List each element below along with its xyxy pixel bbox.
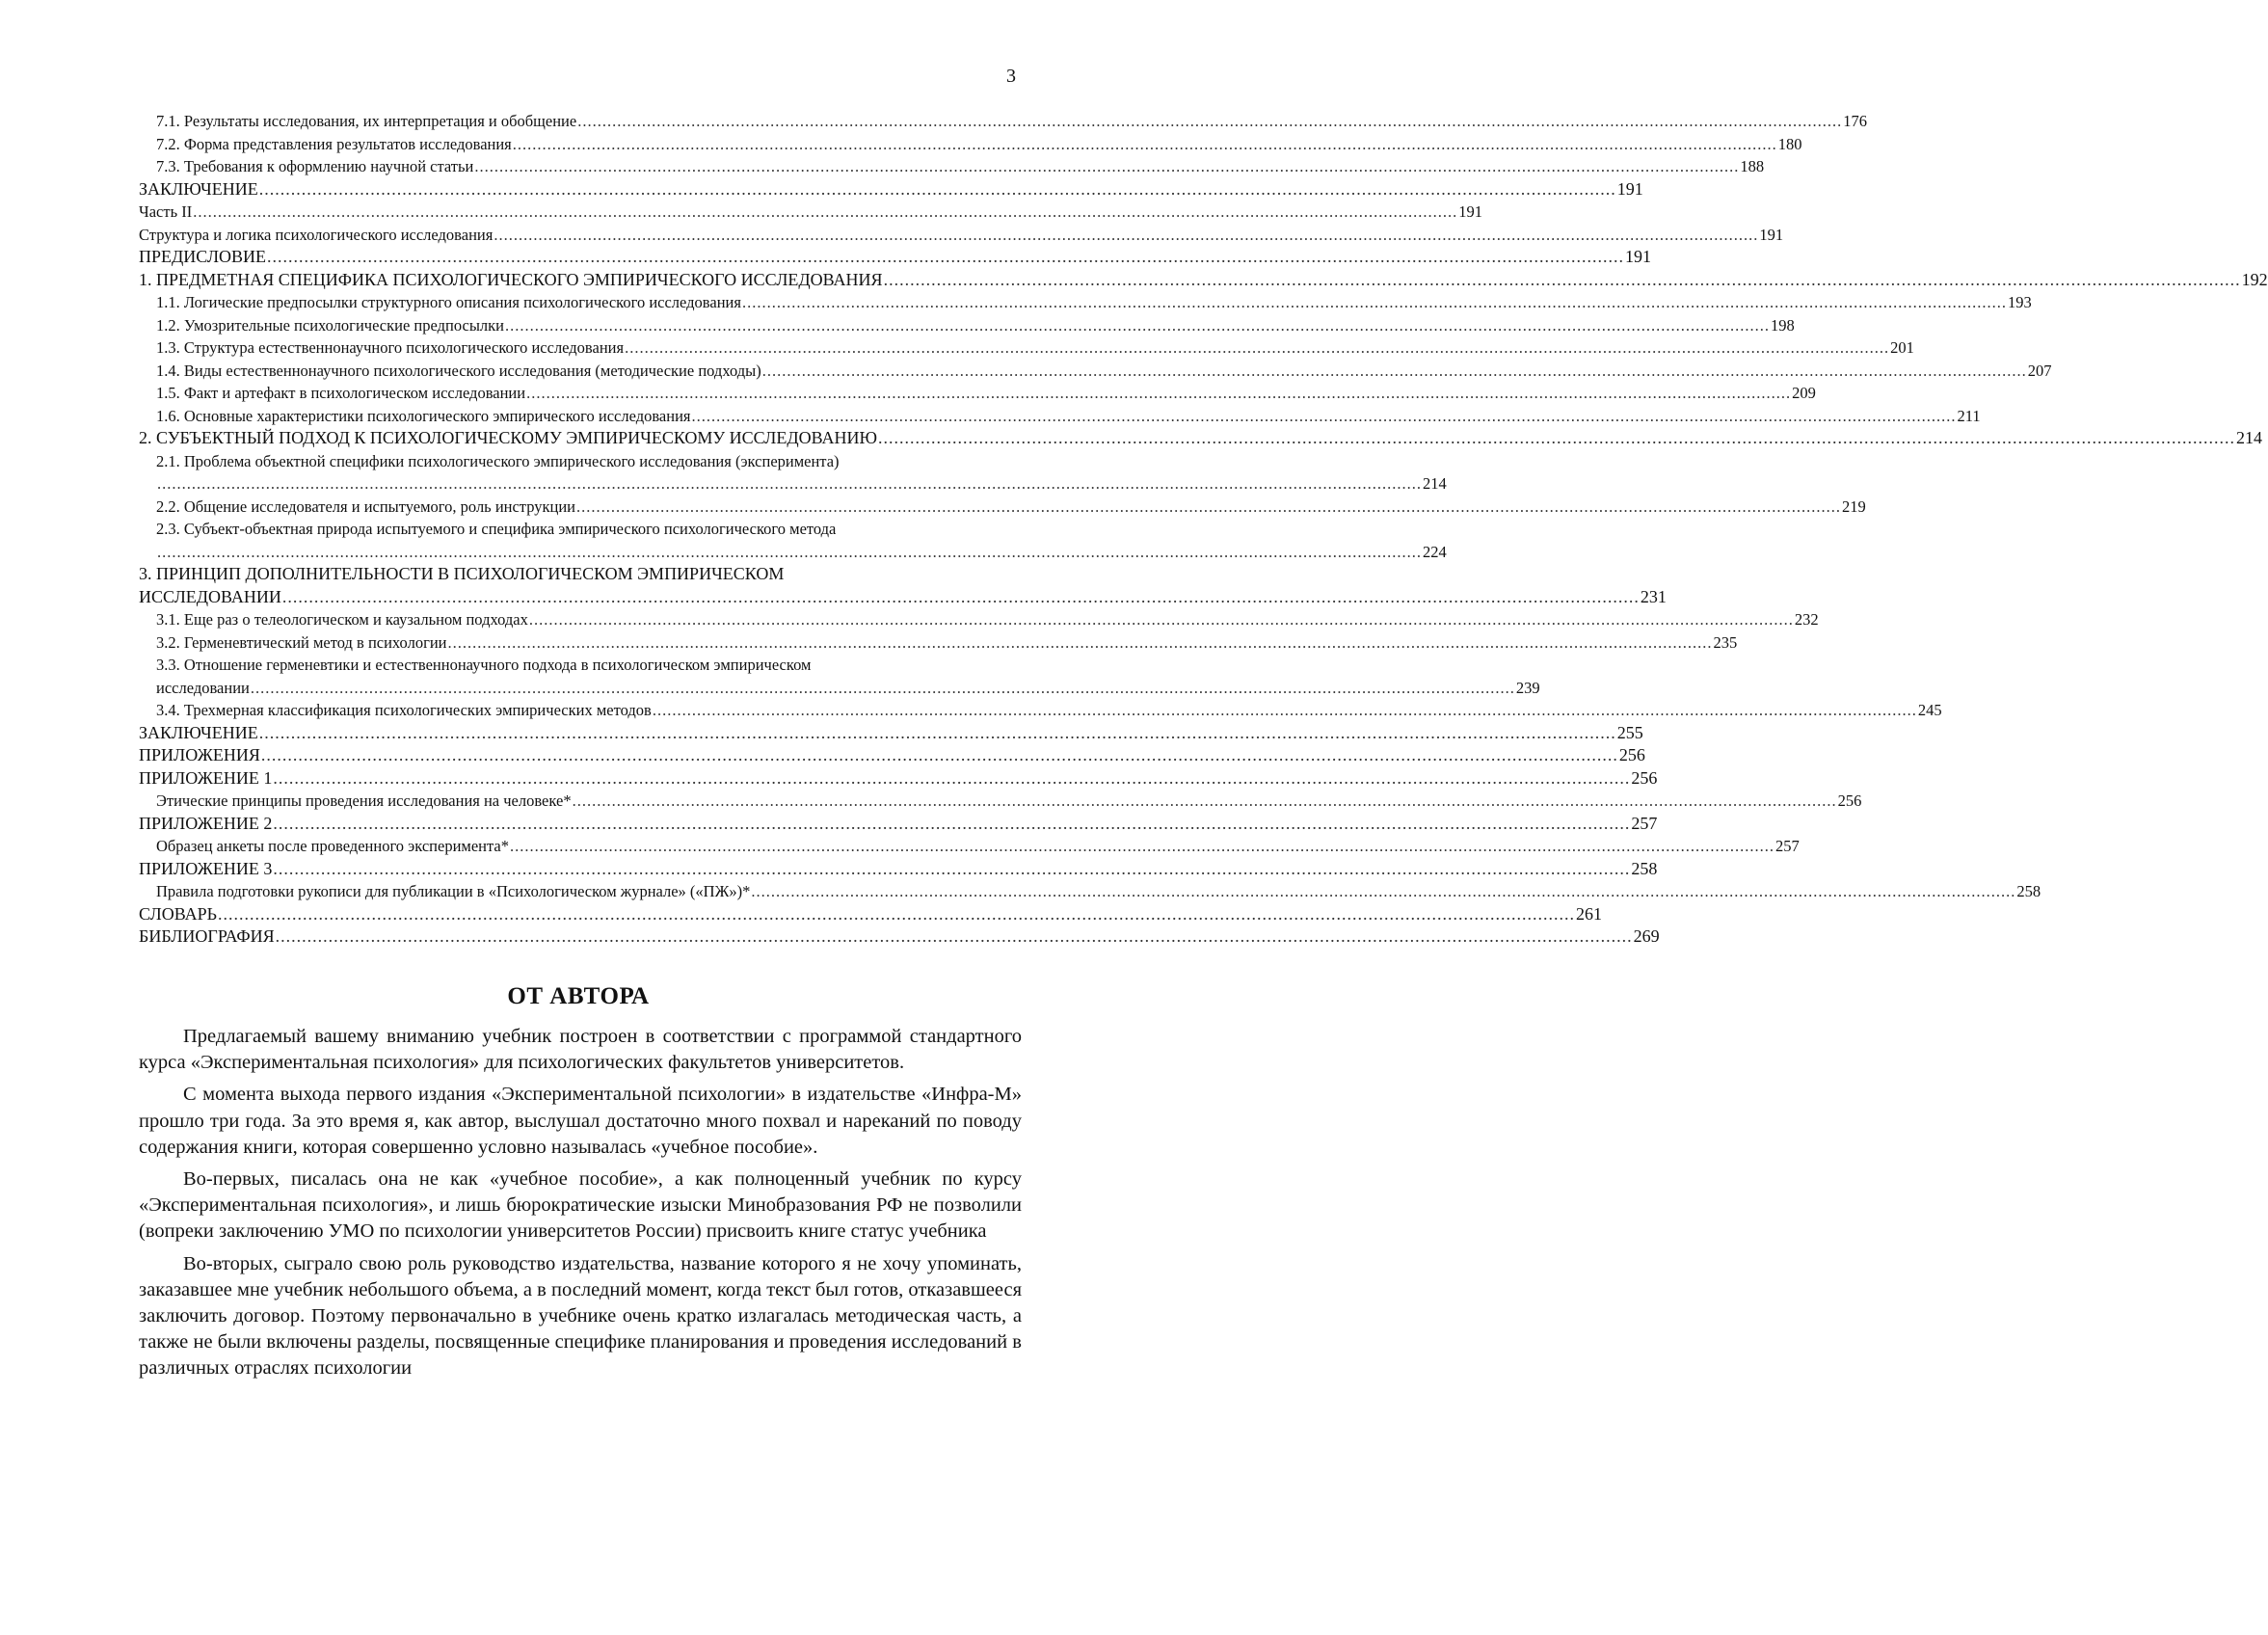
toc-entry	[139, 224, 1784, 247]
toc-dot-leader	[742, 291, 2007, 314]
toc-entry-title: ЗАКЛЮЧЕНИЕ	[139, 722, 258, 742]
toc-entry	[139, 541, 1447, 564]
toc-entry-title: 1.1. Логические предпосылки структурного описания психологического исследования	[156, 293, 741, 311]
toc-dot-leader	[193, 201, 1457, 224]
toc-dot-leader	[878, 427, 2235, 450]
toc-entry-title: 7.1. Результаты исследования, их интерпретация и обобщение	[156, 112, 577, 130]
toc-entry-page: 261	[1575, 903, 1602, 924]
toc-entry-title: 2.3. Субъект-объектная природа испытуемого и специфика эмпирического психологического метода	[156, 520, 837, 538]
toc-entry-page: 214	[2236, 428, 2263, 447]
toc-dot-leader	[884, 269, 2241, 292]
toc-entry	[139, 925, 1660, 949]
toc-entry-page: 180	[1777, 134, 1802, 153]
toc-dot-leader	[751, 880, 2015, 903]
toc-entry	[139, 155, 1765, 178]
toc-entry-title: ИССЛЕДОВАНИИ	[139, 586, 281, 606]
toc-entry-page: 192	[2241, 269, 2268, 289]
toc-entry	[139, 518, 1022, 541]
toc-dot-leader	[762, 360, 2027, 383]
toc-entry-title: 3. ПРИНЦИП ДОПОЛНИТЕЛЬНОСТИ В ПСИХОЛОГИЧЕСКОМ ЭМПИРИЧЕСКОМ	[139, 564, 785, 583]
toc-entry-title: 1.3. Структура естественнонаучного психологического исследования	[156, 338, 625, 357]
toc-entry-page: 258	[1631, 858, 1658, 878]
toc-dot-leader	[273, 858, 1630, 881]
toc-entry-title: 2. СУБЪЕКТНЫЙ ПОДХОД К ПСИХОЛОГИЧЕСКОМУ ЭМПИРИЧЕСКОМУ ИССЛЕДОВАНИЮ	[139, 428, 878, 447]
toc-entry	[139, 405, 1981, 428]
toc-dot-leader	[273, 767, 1630, 791]
toc-dot-leader	[261, 744, 1618, 767]
toc-entry-title: 3.1. Еще раз о телеологическом и каузальном подходах	[156, 610, 528, 629]
body-paragraph: С момента выхода первого издания «Экспериментальной психологии» в издательстве «Инфра-М» прошло три года. За это время я, как автор, выслушал достаточно много похвал и нареканий по поводу содержания книги, которая совершенно условно называлась «учебное пособие».	[139, 1084, 1022, 1158]
toc-entry	[139, 133, 1802, 156]
toc-entry	[139, 336, 1914, 360]
toc-entry-title: 2.1. Проблема объектной специфики психологического эмпирического исследования (эксперимента)	[156, 451, 840, 470]
toc-dot-leader	[513, 133, 1777, 156]
toc-dot-leader	[692, 405, 1957, 428]
toc-entry	[139, 858, 1658, 881]
toc-entry-page: 201	[1890, 338, 1914, 357]
toc-entry-title: ПРИЛОЖЕНИЕ 3	[139, 858, 273, 878]
toc-entry-page: 235	[1713, 632, 1738, 652]
toc-entry-page: 193	[2007, 293, 2032, 311]
toc-entry-page: 207	[2027, 361, 2052, 380]
toc-entry-page: 191	[1625, 247, 1652, 266]
toc-entry-page: 256	[1631, 767, 1658, 788]
toc-dot-leader	[157, 472, 1422, 496]
toc-entry-page: 224	[1423, 542, 1447, 561]
toc-entry-page: 209	[1792, 384, 1816, 402]
toc-entry-title: 3.2. Герменевтический метод в психологии	[156, 632, 447, 652]
toc-entry-title: 1.6. Основные характеристики психологического эмпирического исследования	[156, 406, 691, 425]
toc-dot-leader	[573, 790, 1837, 813]
toc-entry	[139, 744, 1645, 767]
toc-dot-leader	[494, 224, 1758, 247]
toc-entry-title: ЗАКЛЮЧЕНИЕ	[139, 178, 258, 199]
toc-entry	[139, 201, 1482, 224]
toc-entry-page: 191	[1616, 178, 1643, 199]
toc-dot-leader	[653, 699, 1917, 722]
toc-entry-title: Правила подготовки рукописи для публикации в «Психологическом журнале» («ПЖ»)*	[156, 882, 751, 900]
toc-entry-title: Образец анкеты после проведенного эксперимента*	[156, 837, 509, 855]
toc-entry	[139, 246, 1652, 269]
toc-entry	[139, 790, 1862, 813]
toc-dot-leader	[276, 925, 1633, 949]
toc-entry	[139, 699, 1942, 722]
toc-dot-leader	[157, 541, 1422, 564]
toc-entry-page: 255	[1616, 722, 1643, 742]
toc-entry-title: 3.4. Трехмерная классификация психологических эмпирических методов	[156, 701, 652, 719]
toc-entry	[139, 880, 2041, 903]
page-number: 3	[1006, 66, 1016, 87]
toc-entry-title: Структура и логика психологического исследования	[139, 225, 494, 244]
toc-entry-page: 232	[1794, 610, 1819, 629]
toc-entry-title: Этические принципы проведения исследования на человеке*	[156, 791, 572, 810]
toc-dot-leader	[625, 336, 1889, 360]
toc-dot-leader	[251, 677, 1515, 700]
toc-entry-title: 7.2. Форма представления результатов исследования	[156, 134, 512, 153]
toc-entry-page: 256	[1618, 745, 1645, 764]
toc-dot-leader	[267, 246, 1624, 269]
toc-dot-leader	[474, 155, 1739, 178]
toc-entry-title: 3.3. Отношение герменевтики и естественнонаучного подхода в психологическом эмпирическом	[156, 656, 812, 674]
table-of-contents	[139, 110, 2268, 949]
toc-entry-title: 2.2. Общение исследователя и испытуемого, роль инструкции	[156, 496, 576, 516]
toc-dot-leader	[218, 903, 1575, 926]
toc-entry	[139, 360, 2052, 383]
toc-entry	[139, 654, 1022, 677]
toc-entry-page: 188	[1740, 157, 1765, 175]
toc-entry-page: 258	[2016, 882, 2041, 900]
toc-entry-title: Часть II	[139, 202, 193, 221]
section-body	[139, 1024, 1022, 1388]
toc-entry-title: 1.4. Виды естественнонаучного психологического исследования (методические подходы)	[156, 361, 761, 380]
toc-entry-page: 257	[1775, 837, 1800, 855]
toc-entry-page: 214	[1423, 474, 1447, 493]
toc-entry	[139, 903, 1602, 926]
toc-entry	[139, 382, 1816, 405]
toc-entry-page: 198	[1771, 315, 1795, 335]
toc-entry	[139, 314, 1795, 337]
toc-entry-title: 7.3. Требования к оформлению научной статьи	[156, 157, 474, 175]
toc-entry-page: 219	[1842, 496, 1866, 516]
toc-entry	[139, 767, 1658, 791]
toc-dot-leader	[448, 631, 1713, 655]
body-paragraph: Предлагаемый вашему вниманию учебник построен в соответствии с программой стандартного курса «Экспериментальная психология» для психологических факультетов университетов.	[139, 1026, 1022, 1074]
toc-dot-leader	[259, 178, 1616, 201]
toc-entry	[139, 269, 2268, 292]
toc-entry-page: 191	[1458, 202, 1482, 221]
toc-entry	[139, 631, 1738, 655]
toc-entry-page: 231	[1640, 586, 1667, 606]
toc-entry-title: ПРИЛОЖЕНИЕ 2	[139, 813, 273, 833]
toc-dot-leader	[259, 722, 1616, 745]
toc-entry-page: 245	[1917, 701, 1942, 719]
toc-entry	[139, 110, 1867, 133]
toc-entry	[139, 813, 1658, 836]
toc-entry	[139, 291, 2032, 314]
section-title: ОТ АВТОРА	[507, 983, 650, 1009]
toc-entry	[139, 608, 1819, 631]
toc-entry	[139, 586, 1667, 609]
toc-entry	[139, 427, 2263, 450]
toc-entry-title: ПРИЛОЖЕНИЕ 1	[139, 767, 273, 788]
toc-entry-page: 211	[1957, 406, 1981, 425]
toc-dot-leader	[576, 496, 1841, 519]
toc-entry-page: 239	[1515, 678, 1540, 697]
toc-entry-page: 191	[1759, 225, 1784, 244]
toc-dot-leader	[282, 586, 1640, 609]
toc-entry-title: 1.2. Умозрительные психологические предпосылки	[156, 315, 504, 335]
toc-entry	[139, 563, 1022, 586]
toc-entry-title: ПРИЛОЖЕНИЯ	[139, 745, 260, 764]
toc-entry	[139, 496, 1866, 519]
toc-entry	[139, 722, 1643, 745]
toc-entry	[139, 835, 1800, 858]
toc-entry-page: 256	[1837, 791, 1862, 810]
toc-entry	[139, 450, 1022, 473]
toc-entry-page: 269	[1633, 926, 1660, 946]
toc-entry-title: БИБЛИОГРАФИЯ	[139, 926, 275, 946]
toc-dot-leader	[529, 608, 1794, 631]
toc-entry	[139, 178, 1643, 201]
toc-dot-leader	[505, 314, 1770, 337]
toc-entry-page: 257	[1631, 813, 1658, 833]
toc-entry	[139, 677, 1540, 700]
toc-dot-leader	[273, 813, 1630, 836]
body-paragraph: Во-вторых, сыграло свою роль руководство издательства, название которого я не хочу упоминать, заказавшее мне учебник небольшого объема, а в последний момент, когда текст был готов, отказавшееся заключить договор. Поэтому первоначально в учебнике очень кратко излагалась методическая часть, а также не были включены разделы, посвященные специфике планирования и проведения исследований в различных отраслях психологии	[139, 1252, 1022, 1380]
toc-entry	[139, 472, 1447, 496]
toc-dot-leader	[510, 835, 1774, 858]
toc-entry-title: 1. ПРЕДМЕТНАЯ СПЕЦИФИКА ПСИХОЛОГИЧЕСКОГО ЭМПИРИЧЕСКОГО ИССЛЕДОВАНИЯ	[139, 269, 883, 289]
toc-entry-title: исследовании	[156, 678, 250, 697]
body-paragraph: Во-первых, писалась она не как «учебное пособие», а как полноценный учебник по курсу «Экспериментальная психология», и лишь бюрократические изыски Минобразования РФ не позволили (вопреки заключению УМО по психологии университетов России) присвоить книге статус учебника	[139, 1168, 1022, 1243]
toc-entry-title: СЛОВАРЬ	[139, 903, 217, 924]
toc-entry-title: ПРЕДИСЛОВИЕ	[139, 247, 267, 266]
toc-entry-page: 176	[1843, 112, 1867, 130]
toc-dot-leader	[577, 110, 1842, 133]
toc-entry-title: 1.5. Факт и артефакт в психологическом исследовании	[156, 384, 526, 402]
toc-dot-leader	[526, 382, 1791, 405]
